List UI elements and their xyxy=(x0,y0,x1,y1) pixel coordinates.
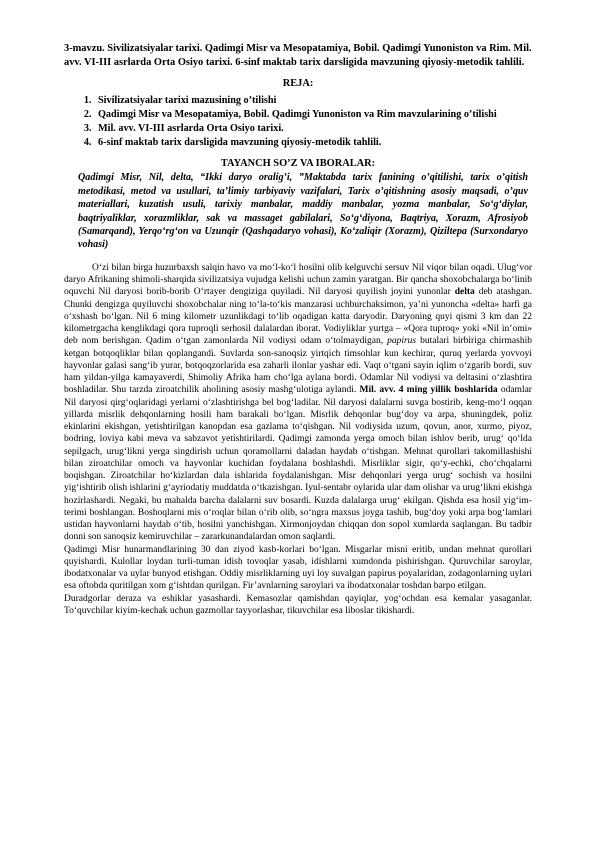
paragraph: Qadimgi Misr hunarmandlarining 30 dan ziyod kasb-korlari bo‘lgan. Misgarlar misni eritib, undan mehnat qurollari quyishardi. Kulollar loydan turli-tuman idish tovoqlar yasab, idishlarni xumdonda pishirishgan. Quruvchilar saroylar, ibodatxonalar va uylar bunyod etishgan. Oddiy misrliklarning uyi loy suvalgan papirus poyalaridan, zodagonlarning uylari esa oftobda quritilgan xom g‘ishtdan qurilgan. Fir’avnlarning saroylari va ibodatxonalar toshdan barpo etilgan. xyxy=(64,544,532,592)
plan-item: 1. Sivilizatsiyalar tarixi mazusining o’tilishi xyxy=(94,94,532,108)
plan-list xyxy=(64,94,532,149)
keywords-text: Qadimgi Misr, Nil, delta, “Ikki daryo oralig’i, ”Maktabda tarix fanining o’qitilishi, tarix o’qitish metodikasi, metod va usullari, ta’limiy tarbiyaviy vazifalari, Tarix o’qitishning asosiy maqsadi, o’quv materiallari, kuzatish usuli, tarixiy manbalar, maddiy manbalar, yozma manbalar, So‘g‘diylar, baqtriyaliklar, xorazmliklar, sak va massaget gabilalari, So‘g‘diyona, Baqtriya, Xorazm, Afrosiyob (Samarqand), Yerqo‘rg‘on va Uzunqir (Qashqadaryo vohasi), Ko‘zaliqir (Xorazm), Qiziltepa (Surxondaryo vohasi) xyxy=(78,172,528,251)
term-delta: delta xyxy=(454,287,475,298)
paragraph-text: deb atashgan. Chunki dengizga quyiluvchi shoxobchalar ning to‘la-to‘kis manzarasi uchburchaksimon, ya’ni yunoncha «delta» harfi ga o‘xshash bo‘lgan. Nil 6 ming kilometr uzunlikdagi to‘lib oqadigan katta daryodir. Daryoning quyi qismi 3 km dan 22 kilometrgacha kenglikdagi qora tuproqli serhosil dalalardan iborat. Vodiyliklar yurtga – «Qora tuproq» yoki «Nil in’omi» deb nom berishgan. Qadim o‘tgan zamonlarda Nil vodiysi odam o‘tolmaydigan, xyxy=(64,287,532,347)
plan-item: 4. 6-sinf maktab tarix darsligida mavzuning qiyosiy-metodik tahlili. xyxy=(94,136,532,150)
term-papirus: papirus xyxy=(387,336,417,347)
document-page xyxy=(64,42,532,617)
paragraph: Duradgorlar deraza va eshiklar yasashardi. Kemasozlar qamishdan qayiqlar, yog‘ochdan esa kemalar yasaganlar. To‘quvchilar kiyim-kechak uchun gazmollar tayyorlashar, tikuvchilar esa liboslar tikishardi. xyxy=(64,593,532,616)
term-date: Mil. avv. 4 ming yillik boshlarida xyxy=(359,385,498,396)
paragraph xyxy=(64,262,532,544)
body-text xyxy=(64,262,532,617)
paragraph-text: butalari birbiriga chirmashib ketgan botqoqliklar bilan qoplangandi. Suvlarda son-sanoqsiz yirtqich timsohlar kun kechirar, quruq yerlarda yovvoyi hayvonlar galasi sang‘ib yurar, botqoqzorlarida esa zaharli ilonlar yashar edi. Vaqt o‘tgani sayin iqlim o‘zgarib bordi, suv ham yildan-yilga kamayaverdi, Shimoliy Afrika ham cho‘lga aylana bordi. Odamlar Nil vodiysi va deltasini o‘zlashtira boshladilar. Shu tarzda ziroatchilik aholining asosiy mashg‘ulotiga aylandi. xyxy=(64,336,532,396)
keywords-heading: TAYANCH SO’Z VA IBORALAR: xyxy=(220,158,376,170)
paragraph-text: O‘zi bilan birga huzurbaxsh salqin havo va mo‘l-ko‘l hosilni olib kelguvchi sersuv Nil viqor bilan oqadi. Ulug‘vor daryo Afrikaning shimoli-sharqida sivilizatsiya vujudga kelishi uchun zamin yaratgan. Bir qancha shoxobchalarga bo‘linib oquvchi Nil daryosi borib-borib O‘rtayer dengiziga quyiladi. Nil daryosi quyilish joyini yunonlar xyxy=(64,262,532,298)
plan-heading: REJA: xyxy=(282,78,314,90)
plan-item: 3. Mil. avv. VI-III asrlarda Orta Osiyo tarixi. xyxy=(94,122,532,136)
paragraph-text: odamlar Nil daryosi qirg‘oqlaridagi yerlarni o‘zlashtirishga bel bog‘ladilar. Nil daryosi dalalarni suvga bostirib, keng-mo‘l oqqan yillarda misrlik dehqonlarning hosili ham barakali bo‘lgan. Misrlik dehqonlar bug‘doy va arpa, shuningdek, poliz ekinlarini ekishgan, yetishtirilgan kanopdan esa gazlama to‘qishgan. Nil vodiysida uzum, qovun, anor, xurmo, piyoz, bodring, loviya kabi meva va sabzavot yetishtirilardi. Qadimgi zamonda yerga omoch bilan ishlov berib, urug‘ qo‘lda sepilgach, urug‘likni yerga singdirish uchun qoramollarni daladan haydab o‘tishgan. Mehnat qurollari takomillashishi bilan ziroatchilar omoch va hayvonlar kuchidan foydalana boshlashdi. Misrliklar sigir, qo‘y-echki, cho‘chqalarni boqishgan. Ziroatchilar ho‘kizlardan dala ishlarida foydalanishgan. Misr dehqonlari yerga urug‘ sochish va hosilni yig‘ishtirib olish ishlarini g‘ayriodatiy muddatda o‘tkazishgan. Iyul-sentabr oylarida ular dam olishar va urug‘likni ekishga hozirlashardi. Negaki, bu mahalda barcha dalalarni suv bosardi. Kuzda dalalarga urug‘ ekilgan. Qishda esa hosil yig‘im-terimi boshlangan. Boshoqlarni mis o‘roqlar bilan o‘rib olib, so‘ngra maxsus joyga tashib, bug‘doy yoki arpa bog‘lamlari ustidan hayvonlarni haydab o‘tib, hosilni yanchishgan. Xirmonjoydan chiqqan don sopol xumlarda saqlangan. Bu tadbir donni son sanoqsiz kemiruvchilar – zararkunandalardan omon saqlardi. xyxy=(64,385,532,543)
plan-item: 2. Qadimgi Misr va Mesopatamiya, Bobil. Qadimgi Yunoniston va Rim mavzularining o’tilishi xyxy=(94,108,532,122)
document-title: 3-mavzu. Sivilizatsiyalar tarixi. Qadimgi Misr va Mesopatamiya, Bobil. Qadimgi Yunoniston va Rim. Mil. avv. VI-III asrlarda Orta Osiyo tarixi. 6-sinf maktab tarix darsligida mavzuning qiyosiy-metodik tahlili. xyxy=(64,43,532,68)
